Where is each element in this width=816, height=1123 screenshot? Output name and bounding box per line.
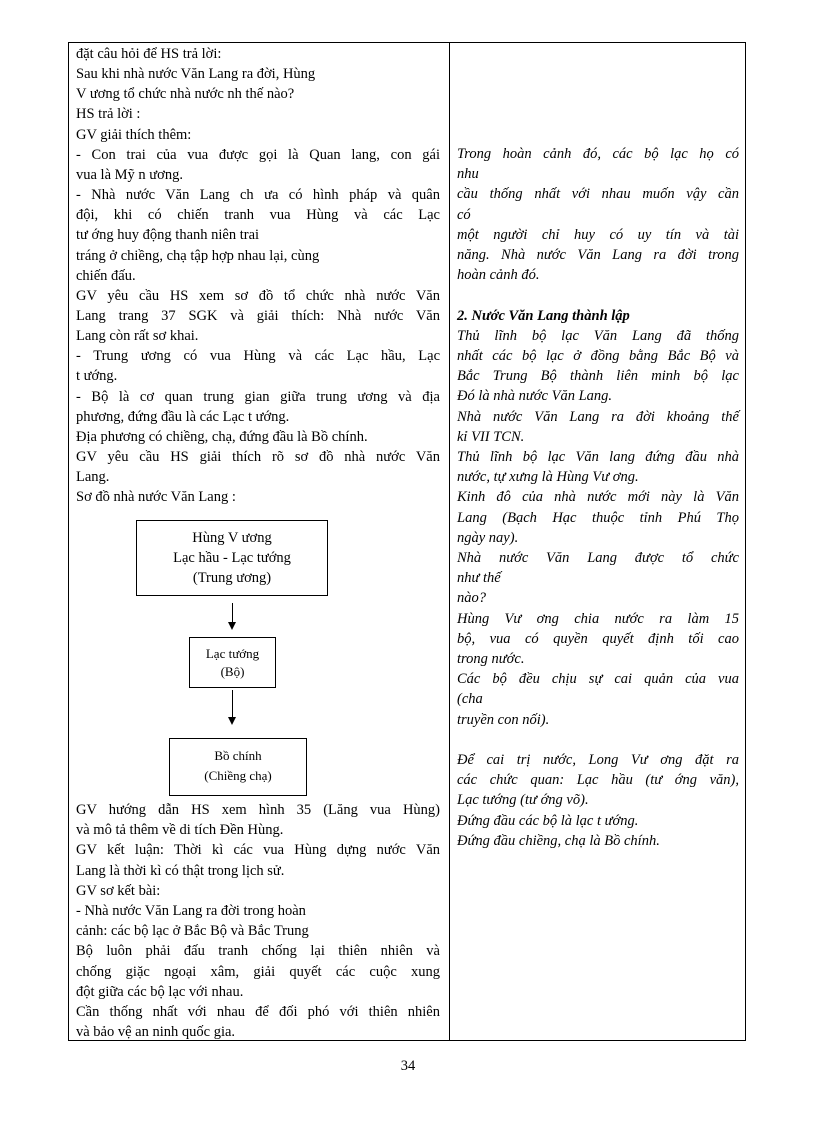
left-col-line: t ướng. (76, 368, 118, 385)
right-col-line: Đó là nhà nước Văn Lang. (457, 388, 613, 405)
box-central-line-3: (Trung ương) (192, 570, 272, 586)
right-col-line: Các bộ đều chịu sự cai quản của vua (457, 671, 739, 688)
left-col-bottom-line: GV kết luận: Thời kì các vua Hùng dựng nước Văn (76, 842, 440, 859)
diagram-arrowhead-1 (228, 622, 236, 630)
right-col-line: năng. Nhà nước Văn Lang ra đời trong (457, 247, 739, 263)
right-col-line: nước, tự xưng là Hùng Vư ơng. (457, 469, 639, 486)
right-col-line: hoàn cảnh đó. (457, 267, 540, 284)
left-col-line: chiến đấu. (76, 267, 136, 284)
left-col-bottom-line: chống giặc ngoại xâm, giải quyết các cuộc xung (76, 963, 440, 980)
left-col-bottom-line: và bảo vệ an ninh quốc gia. (76, 1024, 236, 1041)
box-central-line-1: Hùng V ương (192, 530, 272, 546)
left-col-line: - Trung ương có vua Hùng và các Lạc hầu, Lạc (76, 348, 440, 365)
diagram-box-central (136, 520, 328, 596)
diagram-box-chieng (169, 738, 307, 796)
right-col-line: Hùng Vư ơng chia nước ra làm 15 (457, 610, 739, 627)
right-col-line: một người chỉ huy có uy tín và tài (457, 226, 739, 243)
right-col-line: nào? (457, 590, 486, 607)
left-col-line: GV giải thích thêm: (76, 126, 192, 143)
left-col-line: - Bộ là cơ quan trung gian giữa trung ương và địa (76, 388, 440, 405)
box-chieng-line-1: Bồ chính (214, 748, 262, 763)
right-col-line: Lạc tướng (tư ớng võ). (457, 792, 589, 809)
right-col-line: Thủ lĩnh bộ lạc Văn lang đứng đầu nhà (457, 449, 739, 465)
left-col-line: HS trả lời : (76, 106, 141, 123)
right-col-line: ngày nay). (457, 529, 519, 546)
left-col-bottom-line: và mô tả thêm về di tích Đền Hùng. (76, 822, 284, 839)
right-col-line: cầu thống nhất với nhau muốn vậy cần (457, 186, 739, 203)
right-col-line: truyền con nối). (457, 711, 550, 728)
right-col-line: Lang (Bạch Hạc thuộc tỉnh Phú Thọ (457, 509, 739, 526)
left-col-line: vua là Mỹ n ương. (76, 166, 183, 183)
left-col-line: Sơ đồ nhà nước Văn Lang : (76, 489, 236, 506)
right-col-line: có (457, 206, 471, 223)
right-col-line: như thế (457, 570, 501, 587)
box-chieng-line-2: (Chiềng chạ) (204, 768, 272, 783)
left-col-line: V ương tổ chức nhà nước nh thế nào? (76, 86, 295, 103)
right-col-line: Thủ lĩnh bộ lạc Văn Lang đã thống (457, 327, 739, 344)
left-col-bottom-line: Lang là thời kì có thật trong lịch sử. (76, 862, 285, 879)
right-col-line: Kinh đô của nhà nước mới này là Văn (457, 489, 739, 506)
left-col-line: đặt câu hỏi để HS trả lời: (76, 46, 222, 62)
left-col-line: phương, đứng đầu là các Lạc t ướng. (76, 408, 290, 425)
right-col-line: Đứng đầu chiềng, chạ là Bồ chính. (457, 832, 660, 849)
left-col-line: Lang trang 37 SGK và giải thích: Nhà nước Văn (76, 307, 440, 324)
diagram-arrow-2 (232, 690, 233, 718)
left-col-line: tư ớng huy động thanh niên trai (76, 227, 260, 244)
left-col-line: - Con trai của vua được gọi là Quan lang, con gái (76, 146, 440, 163)
left-col-bottom-line: GV sơ kết bài: (76, 882, 161, 899)
diagram-arrow-1 (232, 603, 233, 623)
left-col-bottom-line: đột giữa các bộ lạc với nhau. (76, 983, 244, 1000)
left-col-bottom-line: Bộ luôn phải đấu tranh chống lại thiên nhiên và (76, 943, 440, 960)
left-col-bottom-line: GV hướng dẫn HS xem hình 35 (Lăng vua Hùng) (76, 802, 440, 818)
left-col-line: Lang còn rất sơ khai. (76, 328, 199, 345)
right-col-line: Trong hoàn cảnh đó, các bộ lạc họ có (457, 146, 739, 162)
box-bo-line-1: Lạc tướng (205, 646, 260, 661)
left-col-bottom-line: Cần thống nhất với nhau để đối phó với thiên nhiên (76, 1004, 440, 1020)
box-central-line-2: Lạc hầu - Lạc tướng (173, 550, 291, 566)
column-divider (449, 42, 450, 1041)
right-col-line: 2. Nước Văn Lang thành lập (457, 307, 630, 324)
right-col-line: (cha (457, 691, 483, 708)
right-col-line: kỉ VII TCN. (457, 428, 525, 445)
left-col-line: đội, khi có chiến tranh vua Hùng và các Lạc (76, 207, 440, 224)
right-col-line: nhất các bộ lạc ở đồng bằng Bắc Bộ và (457, 348, 739, 364)
right-col-line: bộ, vua có quyền quyết định tối cao (457, 630, 739, 647)
left-col-line: Sau khi nhà nước Văn Lang ra đời, Hùng (76, 66, 316, 83)
box-bo-line-2: (Bộ) (220, 664, 245, 679)
left-col-line: GV yêu cầu HS xem sơ đồ tổ chức nhà nước Văn (76, 287, 440, 304)
left-col-line: tráng ở chiềng, chạ tập hợp nhau lại, cùng (76, 247, 320, 264)
left-col-line: GV yêu cầu HS giải thích rõ sơ đồ nhà nước Văn (76, 449, 440, 465)
left-col-bottom-line: cảnh: các bộ lạc ở Bắc Bộ và Bắc Trung (76, 923, 309, 940)
right-col-line: Đứng đầu các bộ là lạc t ướng. (457, 812, 639, 829)
right-col-line: Để cai trị nước, Long Vư ơng đặt ra (457, 752, 739, 768)
right-col-line: Bắc Trung Bộ thành liên minh bộ lạc (457, 368, 739, 385)
left-col-line: Địa phương có chiềng, chạ, đứng đầu là Bồ chính. (76, 428, 368, 445)
left-col-bottom-line: - Nhà nước Văn Lang ra đời trong hoàn (76, 903, 306, 919)
diagram-arrowhead-2 (228, 717, 236, 725)
right-col-line: Nhà nước Văn Lang ra đời khoảng thế (457, 408, 739, 425)
right-col-line: trong nước. (457, 651, 525, 667)
right-col-line: nhu (457, 166, 479, 183)
left-col-line: - Nhà nước Văn Lang ch ưa có hình pháp và quân (76, 187, 440, 204)
page-number: 34 (400, 1058, 416, 1074)
left-col-line: Lang. (76, 469, 110, 486)
right-col-line: Nhà nước Văn Lang được tổ chức (457, 550, 739, 566)
diagram-box-bo (189, 637, 276, 688)
right-col-line: các chức quan: Lạc hầu (tư ớng văn), (457, 772, 739, 789)
